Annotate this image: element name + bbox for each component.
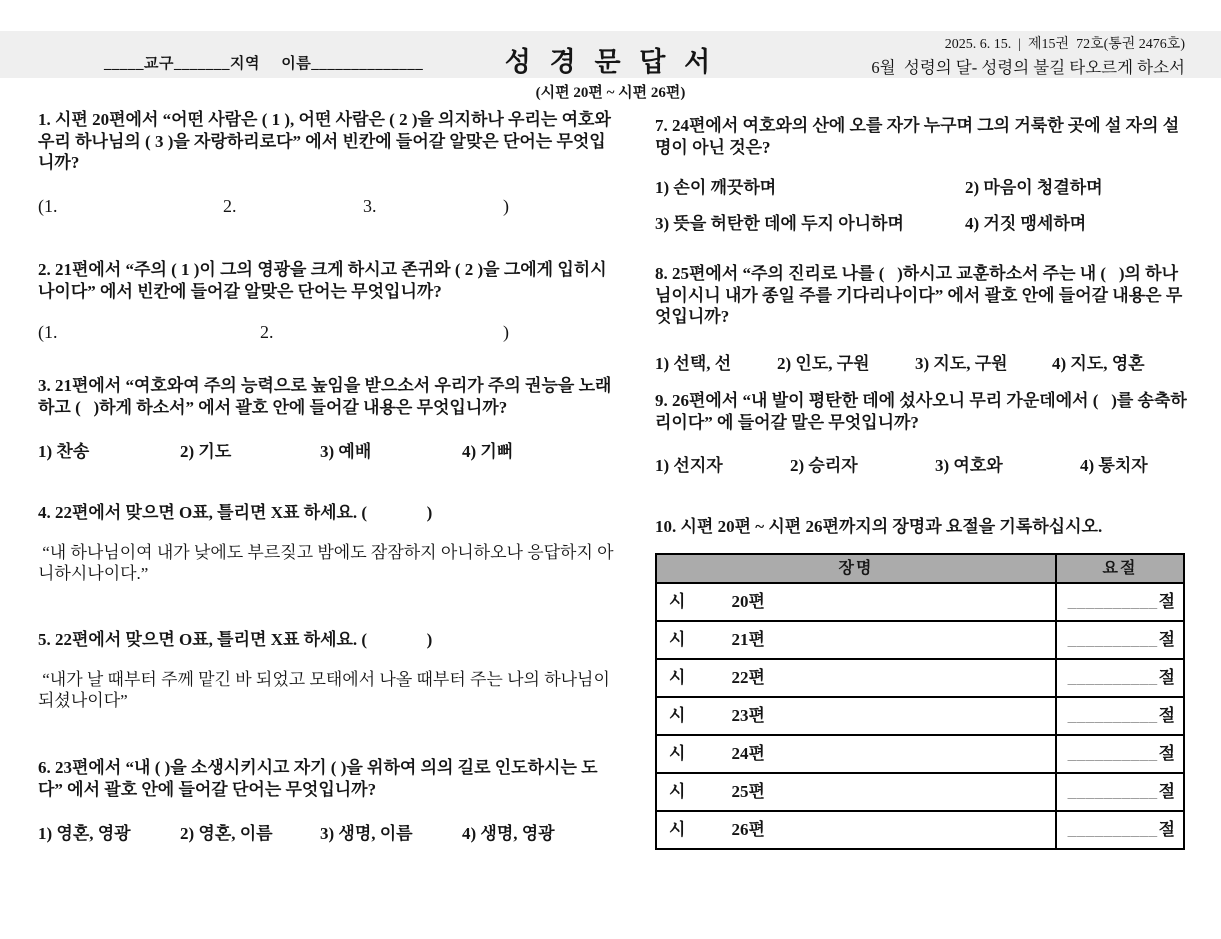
question-5-quote: “내가 날 때부터 주께 맡긴 바 되었고 모태에서 나올 때부터 주는 나의 하나님이 되셨나이다” bbox=[38, 669, 615, 710]
verse-unit-label: 절 bbox=[1158, 782, 1175, 801]
answer-blank-1: (1. bbox=[38, 322, 58, 342]
document-title: 성 경 문 답 서 bbox=[504, 47, 717, 77]
option-2: 2) 기도 bbox=[180, 442, 232, 461]
chapter-verse-table bbox=[655, 553, 1185, 850]
question-4 bbox=[38, 502, 616, 585]
question-5 bbox=[38, 629, 616, 712]
option-2: 2) 영혼, 이름 bbox=[180, 824, 273, 843]
question-8 bbox=[655, 263, 1187, 374]
option-3: 3) 지도, 구원 bbox=[915, 353, 1008, 373]
option-3: 3) 여호와 bbox=[935, 456, 1003, 475]
table-header-row bbox=[657, 555, 1183, 582]
verse-blank: __________ bbox=[1067, 782, 1158, 801]
option-4: 4) 기뻐 bbox=[462, 442, 514, 461]
question-3-options bbox=[38, 437, 616, 462]
question-4-text: 4. 22편에서 맞으면 O표, 틀리면 X표 하세요. ( ) bbox=[38, 503, 433, 522]
question-10-text: 10. 시편 20편 ~ 시편 26편까지의 장명과 요절을 기록하십시오. bbox=[655, 517, 1103, 536]
question-1-text: 1. 시편 20편에서 “어떤 사람은 ( 1 ), 어떤 사람은 ( 2 )을 의지하나 우리는 여호와 우리 하나님의 ( 3 )을 자랑하리로다” 에서 빈칸에 들어갈 알맞은 단어는 무엇입니까? bbox=[38, 110, 616, 172]
verse-unit-label: 절 bbox=[1158, 630, 1175, 649]
question-8-text: 8. 25편에서 “주의 진리로 나를 ( )하시고 교훈하소서 주는 내 ( )의 하나님이시니 내가 종일 주를 기다리나이다” 에서 괄호 안에 들어갈 내용은 무엇입니까? bbox=[655, 264, 1183, 326]
question-7-options bbox=[655, 173, 1187, 234]
question-3-text: 3. 21편에서 “여호와여 주의 능력으로 높임을 받으소서 우리가 주의 권능을 노래하고 ( )하게 하소서” 에서 괄호 안에 들어갈 내용은 무엇입니까? bbox=[38, 376, 612, 417]
answer-close-paren: ) bbox=[503, 195, 509, 216]
question-6-text: 6. 23편에서 “내 ( )을 소생시키시고 자기 ( )을 위하여 의의 길로 인도하시는 도다” 에서 괄호 안에 들어갈 단어는 무엇입니까? bbox=[38, 758, 598, 799]
option-4: 4) 지도, 영혼 bbox=[1052, 353, 1145, 373]
answer-blank-2: 2. bbox=[260, 322, 274, 342]
verse-unit-label: 절 bbox=[1158, 668, 1175, 687]
chapter-label: 26편 bbox=[731, 820, 765, 839]
option-3: 3) 생명, 이름 bbox=[320, 824, 413, 843]
answer-blank-1: (1. bbox=[38, 195, 58, 216]
verse-unit-label: 절 bbox=[1158, 706, 1175, 725]
answer-blank-2: 2. bbox=[223, 195, 237, 216]
option-3: 3) 예배 bbox=[320, 442, 372, 461]
option-1: 1) 찬송 bbox=[38, 442, 90, 461]
option-3: 3) 뜻을 허탄한 데에 두지 아니하며 bbox=[655, 214, 904, 233]
question-5-text: 5. 22편에서 맞으면 O표, 틀리면 X표 하세요. ( ) bbox=[38, 630, 433, 649]
question-9-text: 9. 26편에서 “내 발이 평탄한 데에 섰사오니 무리 가운데에서 ( )를 송축하리이다” 에 들어갈 말은 무엇입니까? bbox=[655, 391, 1187, 432]
verse-blank: __________ bbox=[1067, 744, 1158, 763]
answer-close-paren: ) bbox=[503, 322, 509, 342]
chapter-label: 20편 bbox=[731, 592, 765, 611]
book-label: 시 bbox=[669, 782, 686, 801]
question-4-quote: “내 하나님이여 내가 낮에도 부르짖고 밤에도 잠잠하지 아니하오나 응답하지 아니하시나이다.” bbox=[38, 542, 614, 583]
book-label: 시 bbox=[669, 820, 686, 839]
verse-unit-label: 절 bbox=[1158, 820, 1175, 839]
question-10 bbox=[655, 516, 1187, 538]
question-1-answer-line bbox=[38, 196, 616, 220]
table-row-psalm-26 bbox=[657, 810, 1183, 848]
monthly-theme-line: 6월 성령의 달- 성령의 불길 타오르게 하소서 bbox=[871, 58, 1185, 77]
chapter-label: 22편 bbox=[731, 668, 765, 687]
table-row-psalm-25 bbox=[657, 772, 1183, 810]
question-2-answer-line bbox=[38, 322, 616, 346]
chapter-label: 21편 bbox=[731, 630, 765, 649]
option-4: 4) 생명, 영광 bbox=[462, 824, 555, 843]
question-9-options bbox=[655, 451, 1187, 476]
table-row-psalm-20 bbox=[657, 582, 1183, 620]
option-2: 2) 인도, 구원 bbox=[777, 353, 870, 373]
verse-unit-label: 절 bbox=[1158, 592, 1175, 611]
question-9 bbox=[655, 390, 1187, 476]
book-label: 시 bbox=[669, 706, 686, 725]
option-2: 2) 마음이 청결하며 bbox=[965, 178, 1103, 197]
verse-blank: __________ bbox=[1067, 706, 1158, 725]
verse-unit-label: 절 bbox=[1158, 744, 1175, 763]
member-info-line: _____교구_______지역 이름______________ bbox=[104, 56, 424, 72]
book-label: 시 bbox=[669, 630, 686, 649]
verse-blank: __________ bbox=[1067, 630, 1158, 649]
document-subtitle: (시편 20편 ~ 시편 26편) bbox=[535, 85, 686, 101]
verse-blank: __________ bbox=[1067, 668, 1158, 687]
question-2 bbox=[38, 259, 616, 346]
table-row-psalm-24 bbox=[657, 734, 1183, 772]
question-6-options bbox=[38, 819, 616, 844]
option-4: 4) 거짓 맹세하며 bbox=[965, 214, 1087, 233]
table-row-psalm-22 bbox=[657, 658, 1183, 696]
chapter-label: 24편 bbox=[731, 744, 765, 763]
table-row-psalm-21 bbox=[657, 620, 1183, 658]
question-7 bbox=[655, 115, 1187, 234]
question-1 bbox=[38, 109, 616, 220]
question-6 bbox=[38, 757, 616, 844]
option-1: 1) 영혼, 영광 bbox=[38, 824, 131, 843]
question-7-text: 7. 24편에서 여호와의 산에 오를 자가 누구며 그의 거룩한 곳에 설 자의 설명이 아닌 것은? bbox=[655, 116, 1180, 157]
option-1: 1) 선지자 bbox=[655, 456, 723, 475]
book-label: 시 bbox=[669, 592, 686, 611]
option-2: 2) 승리자 bbox=[790, 456, 858, 475]
table-row-psalm-23 bbox=[657, 696, 1183, 734]
question-3 bbox=[38, 375, 616, 462]
col-header-chapter-title: 장명 bbox=[657, 555, 1057, 582]
book-label: 시 bbox=[669, 668, 686, 687]
issue-date-line: 2025. 6. 15. | 제15권 72호(통권 2476호) bbox=[944, 37, 1185, 52]
answer-blank-3: 3. bbox=[363, 195, 377, 216]
col-header-key-verse: 요절 bbox=[1102, 560, 1138, 577]
option-1: 1) 손이 깨끗하며 bbox=[655, 178, 777, 197]
question-2-text: 2. 21편에서 “주의 ( 1 )이 그의 영광을 크게 하시고 존귀와 ( 2 )을 그에게 입히시나이다” 에서 빈칸에 들어갈 알맞은 단어는 무엇입니까? bbox=[38, 260, 607, 301]
verse-blank: __________ bbox=[1067, 820, 1158, 839]
option-1: 1) 선택, 선 bbox=[655, 353, 732, 373]
chapter-label: 25편 bbox=[731, 782, 765, 801]
book-label: 시 bbox=[669, 744, 686, 763]
verse-blank: __________ bbox=[1067, 592, 1158, 611]
question-8-options bbox=[655, 349, 1187, 374]
chapter-label: 23편 bbox=[731, 706, 765, 725]
option-4: 4) 통치자 bbox=[1080, 456, 1148, 475]
